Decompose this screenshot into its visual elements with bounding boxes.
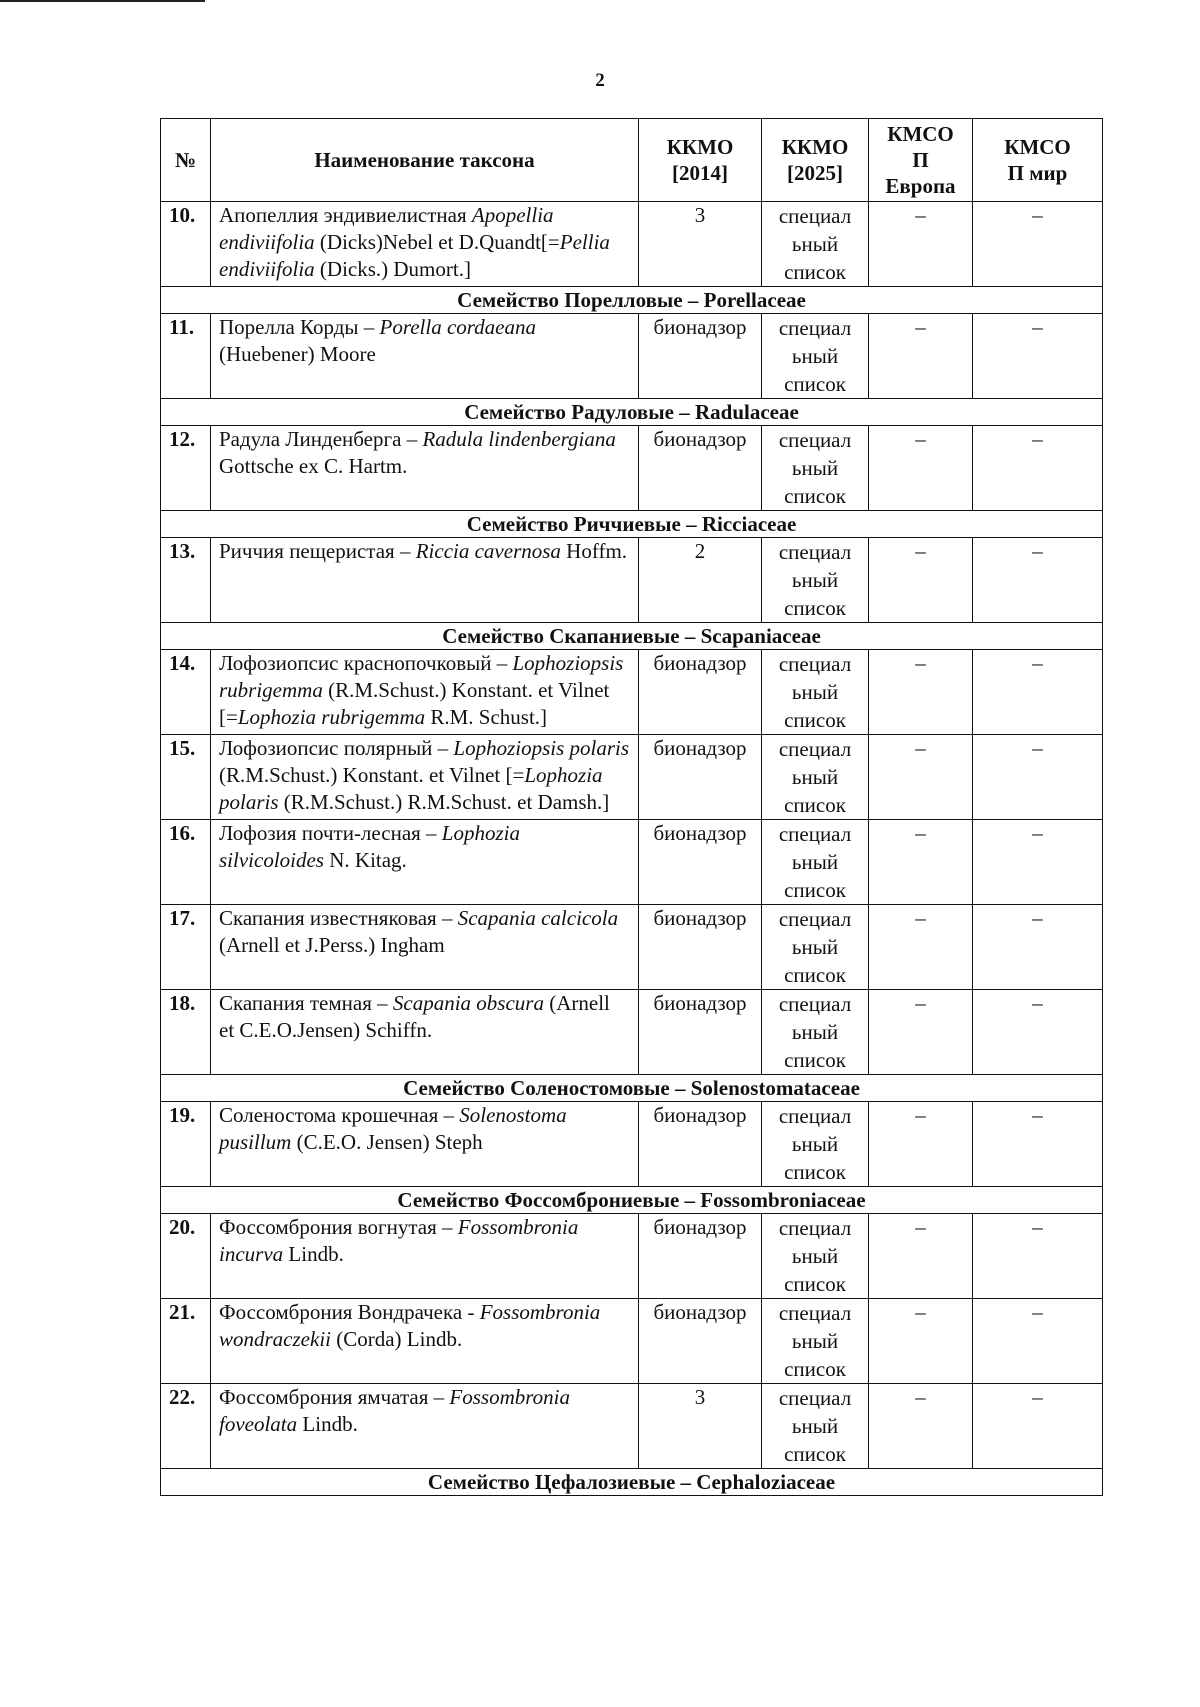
kmso-world-value: – — [973, 820, 1103, 905]
row-number: 17. — [161, 905, 211, 990]
kkmo-2014-value: бионадзор — [639, 1214, 762, 1299]
kmso-world-value: – — [973, 538, 1103, 623]
status-line: специал — [778, 1386, 852, 1410]
family-row — [161, 511, 1103, 538]
status-line: специал — [778, 204, 852, 228]
kkmo-2014-value: 3 — [639, 1384, 762, 1469]
table-row — [161, 735, 1103, 820]
status-line: ьный — [791, 1329, 839, 1353]
taxon-latin-name: Fossombronia foveolata — [219, 1385, 570, 1436]
page-number: 2 — [595, 70, 605, 91]
kkmo-2025-value — [762, 202, 869, 287]
row-number: 13. — [161, 538, 211, 623]
header-num: № — [161, 119, 211, 202]
kmso-world-value: – — [973, 1102, 1103, 1187]
status-line: ьный — [791, 1020, 839, 1044]
taxon-latin-name: Fossombronia wondraczekii — [219, 1300, 601, 1351]
family-heading: Семейство Соленостомовые – Solenostomataceae — [161, 1075, 1103, 1102]
taxon-russian-name: Скапания известняковая – — [219, 906, 458, 930]
kkmo-2014-value: бионадзор — [639, 650, 762, 735]
kkmo-2014-value: 2 — [639, 538, 762, 623]
row-number: 10. — [161, 202, 211, 287]
table-row — [161, 1102, 1103, 1187]
synonym-open: [= — [505, 763, 525, 787]
taxon-author: (Huebener) Moore — [219, 342, 376, 366]
row-number: 14. — [161, 650, 211, 735]
taxon-author: (C.E.O. Jensen) Steph — [291, 1130, 483, 1154]
kmso-europe-value: – — [869, 1102, 973, 1187]
kkmo-2025-value — [762, 990, 869, 1075]
row-number: 19. — [161, 1102, 211, 1187]
kkmo-2025-value — [762, 650, 869, 735]
table-body — [161, 202, 1103, 1496]
status-line: специал — [778, 1301, 852, 1325]
status-line: список — [784, 963, 846, 987]
kmso-world-value: – — [973, 314, 1103, 399]
table-row — [161, 1384, 1103, 1469]
kkmo-2014-value: 3 — [639, 202, 762, 287]
synonym-open: [= — [540, 230, 560, 254]
taxa-table — [160, 118, 1103, 1496]
kmso-europe-value: – — [869, 650, 973, 735]
taxon-latin-name: Riccia cavernosa — [415, 539, 561, 563]
taxon-latin-name: Fossombronia incurva — [219, 1215, 579, 1266]
row-number: 11. — [161, 314, 211, 399]
family-row — [161, 287, 1103, 314]
status-line: список — [784, 1272, 846, 1296]
taxon-latin-name: Lophozia silvicoloides — [219, 821, 520, 872]
kkmo-2014-value: бионадзор — [639, 314, 762, 399]
kmso-europe-value: – — [869, 538, 973, 623]
kkmo-2014-value: бионадзор — [639, 820, 762, 905]
status-line: специал — [778, 1216, 852, 1240]
synonym-author: (Dicks.) Dumort.] — [314, 257, 471, 281]
status-line: список — [784, 1357, 846, 1381]
kmso-world-value: – — [973, 426, 1103, 511]
table-row — [161, 1214, 1103, 1299]
taxon-russian-name: Риччия пещеристая – — [219, 539, 416, 563]
status-line: ьный — [791, 344, 839, 368]
taxon-name — [211, 1214, 639, 1299]
status-line: список — [784, 1048, 846, 1072]
status-line: специал — [778, 428, 852, 452]
taxon-name — [211, 202, 639, 287]
family-heading: Семейство Риччиевые – Ricciaceae — [161, 511, 1103, 538]
kmso-europe-value: – — [869, 735, 973, 820]
family-heading: Семейство Фоссомброниевые – Fossombroniaceae — [161, 1187, 1103, 1214]
row-number: 18. — [161, 990, 211, 1075]
status-line: специал — [778, 540, 852, 564]
taxon-russian-name: Фоссомброния Вондрачека - — [219, 1300, 480, 1324]
kkmo-2025-value — [762, 1102, 869, 1187]
taxon-author: (R.M.Schust.) Konstant. et Vilnet — [322, 678, 610, 702]
kkmo-2025-value — [762, 1214, 869, 1299]
table-row — [161, 905, 1103, 990]
taxon-latin-name: Lophoziopsis polaris — [453, 736, 630, 760]
taxon-russian-name: Радула Линденберга – — [219, 427, 423, 451]
family-heading: Семейство Скапаниевые – Scapaniaceae — [161, 623, 1103, 650]
family-row — [161, 1469, 1103, 1496]
taxon-author: Lindb. — [297, 1412, 358, 1436]
taxon-author: (Arnell et J.Perss.) Ingham — [219, 933, 445, 957]
kmso-world-value: – — [973, 1214, 1103, 1299]
kkmo-2014-value: бионадзор — [639, 735, 762, 820]
status-line: специал — [778, 822, 852, 846]
status-line: список — [784, 484, 846, 508]
taxon-latin-name: Porella cordaeana — [379, 315, 536, 339]
status-line: ьный — [791, 935, 839, 959]
kmso-world-value: – — [973, 990, 1103, 1075]
kmso-europe-value: – — [869, 314, 973, 399]
kkmo-2025-value — [762, 1384, 869, 1469]
kmso-europe-value: – — [869, 1384, 973, 1469]
taxon-name — [211, 735, 639, 820]
kmso-europe-value: – — [869, 905, 973, 990]
taxon-author: N. Kitag. — [323, 848, 407, 872]
status-line: список — [784, 596, 846, 620]
row-number: 22. — [161, 1384, 211, 1469]
taxon-latin-name: Scapania calcicola — [457, 906, 619, 930]
status-line: ьный — [791, 456, 839, 480]
status-line: специал — [778, 652, 852, 676]
taxon-author: (Arnell et C.E.O.Jensen) Schiffn. — [219, 991, 610, 1042]
kkmo-2025-value — [762, 1299, 869, 1384]
table-row — [161, 990, 1103, 1075]
kmso-europe-value: – — [869, 1214, 973, 1299]
taxon-name — [211, 905, 639, 990]
taxon-latin-name: Radula lindenbergiana — [422, 427, 616, 451]
taxon-author: (Dicks)Nebel et D.Quandt — [314, 230, 541, 254]
kmso-world-value: – — [973, 1384, 1103, 1469]
taxon-name — [211, 1299, 639, 1384]
synonym-latin-name: Lophozia rubrigemma — [237, 705, 426, 729]
taxon-author: (R.M.Schust.) Konstant. et Vilnet — [219, 763, 506, 787]
header-kmso-world: КМСО П мир — [973, 119, 1103, 202]
taxon-name — [211, 650, 639, 735]
status-line: список — [784, 878, 846, 902]
row-number: 20. — [161, 1214, 211, 1299]
kmso-europe-value: – — [869, 202, 973, 287]
synonym-latin-name: Pellia endiviifolia — [219, 230, 610, 281]
family-row — [161, 399, 1103, 426]
family-heading: Семейство Порелловые – Porellaceae — [161, 287, 1103, 314]
synonym-author: R.M. Schust.] — [425, 705, 548, 729]
status-line: список — [784, 708, 846, 732]
status-line: ьный — [791, 850, 839, 874]
kmso-world-value: – — [973, 650, 1103, 735]
kkmo-2025-value — [762, 735, 869, 820]
row-number: 21. — [161, 1299, 211, 1384]
status-line: ьный — [791, 568, 839, 592]
kkmo-2025-value — [762, 426, 869, 511]
status-line: ьный — [791, 765, 839, 789]
family-row — [161, 623, 1103, 650]
kmso-world-value: – — [973, 735, 1103, 820]
taxon-author: Hoffm. — [560, 539, 628, 563]
taxon-latin-name: Lophoziopsis rubrigemma — [219, 651, 624, 702]
status-line: список — [784, 1160, 846, 1184]
family-heading: Семейство Цефалозиевые – Cephaloziaceae — [161, 1469, 1103, 1496]
status-line: специал — [778, 737, 852, 761]
kkmo-2014-value: бионадзор — [639, 1299, 762, 1384]
taxon-name — [211, 314, 639, 399]
taxon-author: (Corda) Lindb. — [330, 1327, 463, 1351]
taxon-name — [211, 1384, 639, 1469]
taxon-latin-name: Solenostoma pusillum — [219, 1103, 567, 1154]
taxon-russian-name: Апопеллия эндивиелистная — [219, 203, 472, 227]
taxon-name — [211, 426, 639, 511]
family-row — [161, 1075, 1103, 1102]
kmso-world-value: – — [973, 1299, 1103, 1384]
table-row — [161, 650, 1103, 735]
kmso-europe-value: – — [869, 820, 973, 905]
status-line: ьный — [791, 1414, 839, 1438]
taxon-name — [211, 1102, 639, 1187]
taxon-russian-name: Соленостома крошечная – — [219, 1103, 460, 1127]
taxon-russian-name: Фоссомброния ямчатая – — [219, 1385, 450, 1409]
table-row — [161, 426, 1103, 511]
synonym-open: [= — [219, 705, 238, 729]
table-header-row — [161, 119, 1103, 202]
row-number: 12. — [161, 426, 211, 511]
taxon-author: Lindb. — [283, 1242, 344, 1266]
table-row — [161, 314, 1103, 399]
row-number: 15. — [161, 735, 211, 820]
kmso-europe-value: – — [869, 426, 973, 511]
row-number: 16. — [161, 820, 211, 905]
kkmo-2025-value — [762, 538, 869, 623]
taxon-name — [211, 820, 639, 905]
kkmo-2025-value — [762, 905, 869, 990]
table-row — [161, 202, 1103, 287]
status-line: ьный — [791, 680, 839, 704]
header-kkmo-2014: ККМО [2014] — [639, 119, 762, 202]
kkmo-2014-value: бионадзор — [639, 905, 762, 990]
taxon-name — [211, 990, 639, 1075]
taxon-russian-name: Лофозиопсис полярный – — [219, 736, 454, 760]
status-line: специал — [778, 316, 852, 340]
kkmo-2014-value: бионадзор — [639, 990, 762, 1075]
taxon-russian-name: Лофозиопсис краснопочковый – — [219, 651, 513, 675]
table-row — [161, 820, 1103, 905]
status-line: специал — [778, 992, 852, 1016]
family-heading: Семейство Радуловые – Radulaceae — [161, 399, 1103, 426]
status-line: список — [784, 793, 846, 817]
header-kkmo-2025: ККМО [2025] — [762, 119, 869, 202]
status-line: ьный — [791, 1132, 839, 1156]
taxon-name — [211, 538, 639, 623]
top-rule — [0, 0, 205, 2]
taxon-author: Gottsche ex C. Hartm. — [219, 454, 408, 478]
kmso-europe-value: – — [869, 1299, 973, 1384]
synonym-author: (R.M.Schust.) R.M.Schust. et Damsh.] — [278, 790, 610, 814]
synonym-latin-name: Lophozia polaris — [219, 763, 603, 814]
kmso-europe-value: – — [869, 990, 973, 1075]
taxon-latin-name: Apopellia endiviifolia — [219, 203, 554, 254]
kkmo-2014-value: бионадзор — [639, 1102, 762, 1187]
table-row — [161, 1299, 1103, 1384]
header-kmso-europe: КМСО П Европа — [869, 119, 973, 202]
status-line: специал — [778, 907, 852, 931]
status-line: список — [784, 260, 846, 284]
taxon-russian-name: Порелла Корды – — [219, 315, 380, 339]
status-line: список — [784, 372, 846, 396]
status-line: ьный — [791, 1244, 839, 1268]
status-line: ьный — [791, 232, 839, 256]
taxon-russian-name: Лофозия почти-лесная – — [219, 821, 442, 845]
kkmo-2025-value — [762, 314, 869, 399]
kkmo-2014-value: бионадзор — [639, 426, 762, 511]
kmso-world-value: – — [973, 202, 1103, 287]
header-name: Наименование таксона — [211, 119, 639, 202]
status-line: список — [784, 1442, 846, 1466]
table-row — [161, 538, 1103, 623]
family-row — [161, 1187, 1103, 1214]
kkmo-2025-value — [762, 820, 869, 905]
status-line: специал — [778, 1104, 852, 1128]
kmso-world-value: – — [973, 905, 1103, 990]
taxon-latin-name: Scapania obscura — [392, 991, 544, 1015]
taxon-russian-name: Скапания темная – — [219, 991, 393, 1015]
taxon-russian-name: Фоссомброния вогнутая – — [219, 1215, 458, 1239]
